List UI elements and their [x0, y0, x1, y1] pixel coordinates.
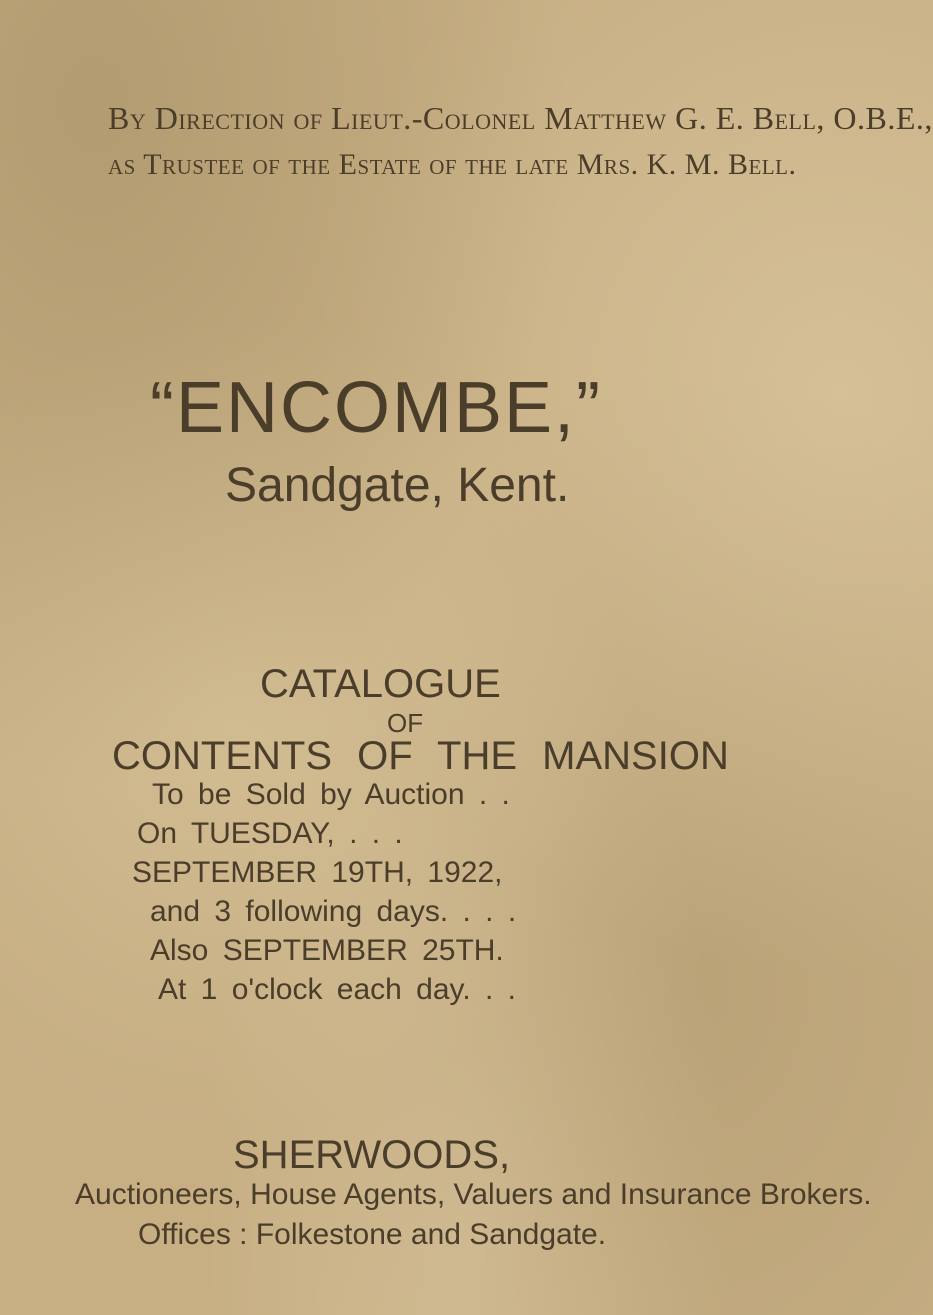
sale-detail-line: Also SEPTEMBER 25TH. — [150, 934, 504, 967]
sale-detail-line: To be Sold by Auction . . — [152, 778, 510, 811]
catalogue-heading: CATALOGUE — [260, 662, 501, 706]
auctioneer-firm: SHERWOODS, — [233, 1133, 511, 1177]
direction-line-1: By Direction of Lieut.-Colonel Matthew G. E. Bell, O.B.E., — [108, 100, 933, 136]
sale-detail-line: At 1 o'clock each day. . . — [158, 973, 517, 1006]
property-location: Sandgate, Kent. — [225, 459, 570, 512]
sale-detail-line: SEPTEMBER 19TH, 1922, — [132, 856, 503, 889]
catalogue-of: OF — [387, 708, 424, 738]
sale-detail-line: and 3 following days. . . . — [150, 895, 517, 928]
catalogue-contents: CONTENTS OF THE MANSION — [112, 734, 729, 778]
auctioneer-offices: Offices : Folkestone and Sandgate. — [138, 1218, 607, 1251]
sale-detail-line: On TUESDAY, . . . — [137, 817, 403, 850]
direction-line-2: as Trustee of the Estate of the late Mrs. K. M. Bell. — [108, 148, 797, 181]
property-name: “ENCOMBE,” — [150, 368, 602, 448]
auctioneer-roles: Auctioneers, House Agents, Valuers and Insurance Brokers. — [75, 1178, 872, 1211]
